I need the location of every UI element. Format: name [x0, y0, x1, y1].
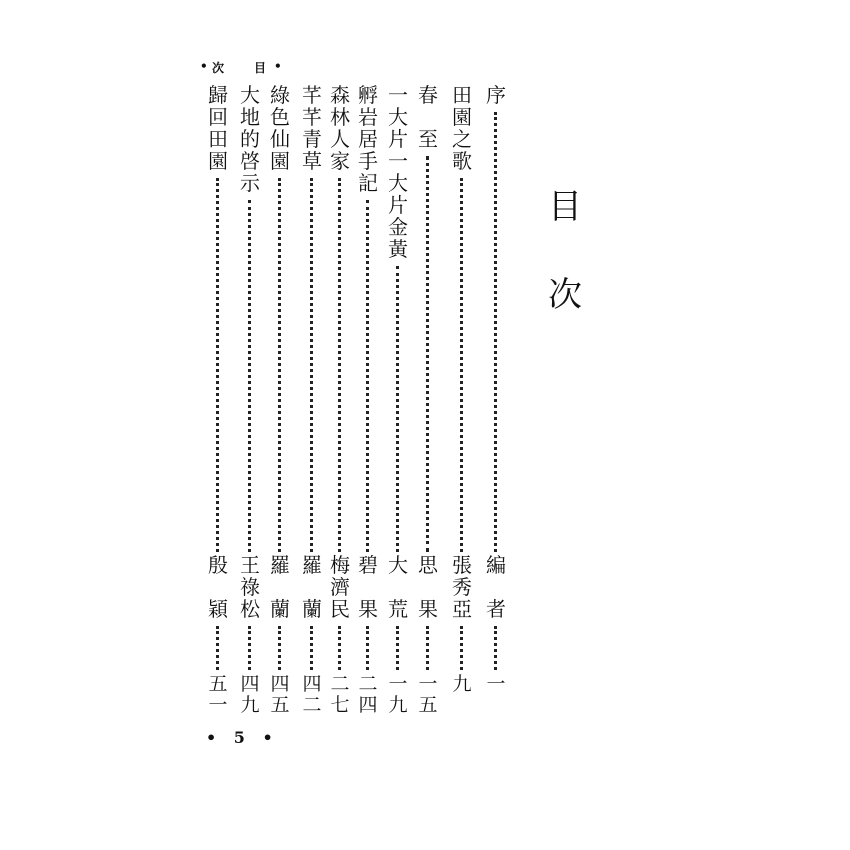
toc-leader-dots [426, 626, 429, 670]
toc-leader-dots [310, 178, 313, 552]
toc-entry[interactable] [236, 84, 264, 724]
toc-entry-author: 張 秀 亞 [452, 553, 472, 621]
toc-entry[interactable] [204, 84, 232, 724]
toc-leader-dots [216, 626, 219, 670]
toc-entry[interactable] [298, 84, 326, 724]
toc-entry-title: 森 林 人 家 [330, 83, 350, 173]
toc-leader-dots [338, 626, 341, 670]
toc-entry-author: 羅 蘭 [270, 553, 290, 621]
running-head-left-char: 次 [212, 61, 226, 75]
toc-entry-title: 綠 色 仙 園 [270, 83, 290, 173]
page-number: • 5 • [206, 728, 279, 747]
toc-leader-dots [278, 626, 281, 670]
toc-leader-dots [494, 626, 497, 670]
toc-entry-author: 碧 果 [358, 553, 378, 621]
toc-leader-dots [494, 112, 497, 552]
toc-entry-page: 九 [452, 673, 472, 695]
toc-entry-page: 二 七 [330, 673, 350, 716]
toc-entry[interactable] [448, 84, 476, 724]
toc-leader-dots [278, 178, 281, 552]
toc-entry[interactable] [414, 84, 442, 724]
toc-entry[interactable] [326, 84, 354, 724]
running-head-right-char: 目 [254, 61, 268, 75]
toc-entry-page: 一 [486, 673, 506, 695]
toc-leader-dots [460, 178, 463, 552]
toc-entry-title: 孵 岩 居 手 記 [358, 83, 378, 195]
toc-entry-page: 四 九 [240, 673, 260, 716]
toc-entry-author: 梅 濟 民 [330, 553, 350, 621]
toc-entry-page: 五 一 [208, 673, 228, 716]
toc-leader-dots [426, 156, 429, 552]
toc-leader-dots [310, 626, 313, 670]
toc-entry-title: 田 園 之 歌 [452, 83, 472, 173]
toc-entry-title: 序 [486, 83, 506, 107]
running-head [196, 58, 292, 78]
toc-entry-page: 四 二 [302, 673, 322, 716]
toc-entry-title: 春 至 [418, 83, 438, 151]
toc-entry[interactable] [482, 84, 510, 724]
toc-leader-dots [460, 626, 463, 670]
toc-entry-page: 一 五 [418, 673, 438, 716]
running-head-dot-right: • [274, 59, 283, 73]
toc-entry-author: 大 荒 [388, 553, 408, 621]
toc-entry-author: 王 祿 松 [240, 553, 260, 621]
contents-heading-char-1: 目 [548, 187, 582, 227]
toc-entry-page: 四 五 [270, 673, 290, 716]
toc-entry-title: 大 地 的 啓 示 [240, 83, 260, 195]
toc-leader-dots [338, 178, 341, 552]
toc-leader-dots [366, 626, 369, 670]
toc-entry-page: 一 九 [388, 673, 408, 716]
toc-entry-title: 芊 芊 青 草 [302, 83, 322, 173]
toc-leader-dots [248, 626, 251, 670]
toc-entry-author: 羅 蘭 [302, 553, 322, 621]
toc-entry-title: 一 大 片 一 大 片 金 黃 [388, 83, 408, 261]
toc-leader-dots [396, 266, 399, 552]
toc-entry-page: 二 四 [358, 673, 378, 716]
toc-leader-dots [248, 200, 251, 552]
toc-leader-dots [396, 626, 399, 670]
running-head-dot-left: • [200, 59, 209, 73]
toc-entry[interactable] [354, 84, 382, 724]
toc-entry-author: 編 者 [486, 553, 506, 621]
toc-leader-dots [366, 200, 369, 552]
toc-leader-dots [216, 178, 219, 552]
toc-entry[interactable] [384, 84, 412, 724]
toc-entry[interactable] [266, 84, 294, 724]
toc-entry-title: 歸 回 田 園 [208, 83, 228, 173]
toc-entry-author: 殷 穎 [208, 553, 228, 621]
contents-heading-char-2: 次 [548, 275, 582, 315]
toc-entry-author: 思 果 [418, 553, 438, 621]
